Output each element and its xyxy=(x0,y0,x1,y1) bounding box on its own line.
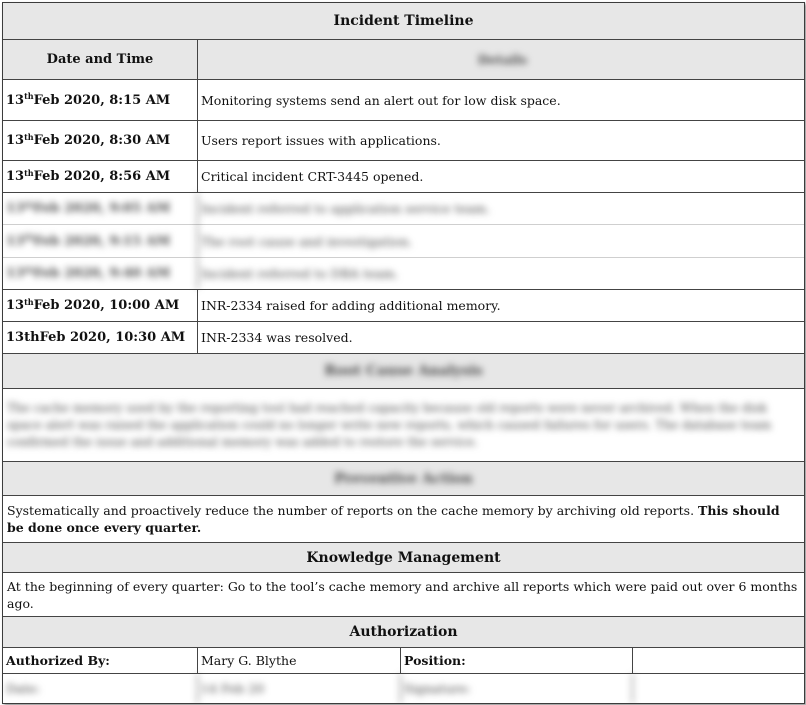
knowledge-text: At the beginning of every quarter: Go to the tool’s cache memory and archive all reports which were paid out over 6 months ago. xyxy=(7,578,798,611)
authorization-title: Authorization xyxy=(349,624,458,640)
row-date-day: 13 xyxy=(6,169,25,184)
signature-row xyxy=(3,674,804,703)
knowledge-header xyxy=(3,543,804,573)
row-date-rest: Feb 2020, 9:05 AM xyxy=(33,201,171,216)
timeline-column-header-row xyxy=(3,40,804,80)
table-row xyxy=(3,225,804,258)
incident-report xyxy=(2,2,805,704)
preventive-text-bold: This should be done once every quarter. xyxy=(7,503,780,535)
row-description-text: Critical incident CRT-3445 opened. xyxy=(201,169,424,184)
row-date xyxy=(3,322,198,353)
row-date-suffix: th xyxy=(24,91,34,101)
row-description-text: Incident referred to DBA team. xyxy=(201,266,399,281)
row-description xyxy=(198,193,804,224)
knowledge-title: Knowledge Management xyxy=(306,549,501,566)
row-description xyxy=(198,258,804,289)
row-description xyxy=(198,80,804,120)
root-cause-text: The cache memory used by the reporting tool had reached capacity because old reports were never archived. When the disk space alert was raised the application could no longer write new reports, which caused failures for users. The database team confirmed the issue and additional memory was added to restore the service. xyxy=(7,400,772,449)
row-date-day: 13 xyxy=(6,233,25,249)
date-label-text: Date: xyxy=(6,681,41,696)
table-row xyxy=(3,121,804,161)
knowledge-body xyxy=(3,573,804,617)
row-date-suffix: th xyxy=(24,131,34,142)
root-cause-title: Root Cause Analysis xyxy=(324,363,483,379)
row-description xyxy=(198,225,804,257)
position-value xyxy=(633,648,804,673)
row-date-day: 13 xyxy=(6,298,25,313)
preventive-title: Preventive Action xyxy=(334,470,473,487)
row-date-rest: Feb 2020, 8:15 AM xyxy=(33,92,171,108)
date-label xyxy=(3,674,198,703)
row-description-text: INR-2334 raised for adding additional memory. xyxy=(201,298,501,313)
row-description-text: Monitoring systems send an alert out for low disk space. xyxy=(201,92,561,108)
preventive-body xyxy=(3,496,804,543)
row-description xyxy=(198,290,804,321)
position-label xyxy=(401,648,633,673)
row-date xyxy=(3,258,198,289)
row-date xyxy=(3,225,198,257)
row-date-day: 13 xyxy=(6,201,25,216)
row-description xyxy=(198,322,804,353)
row-date-suffix: th xyxy=(24,264,34,275)
row-description-text: Users report issues with applications. xyxy=(201,133,441,148)
row-description-text: INR-2334 was resolved. xyxy=(201,330,353,345)
column-header-details xyxy=(198,40,804,79)
row-date-rest: Feb 2020, 10:30 AM xyxy=(39,330,186,345)
authorized-by-label xyxy=(3,648,198,673)
root-cause-body xyxy=(3,389,804,462)
row-date xyxy=(3,161,198,192)
table-row xyxy=(3,161,804,193)
row-description-text: Incident referred to application service team. xyxy=(201,201,491,216)
position-label-text: Position: xyxy=(404,653,466,668)
column-header-date-text: Date and Time xyxy=(46,52,154,67)
row-date-day: 13 xyxy=(6,92,25,108)
authorized-by-value-text: Mary G. Blythe xyxy=(201,653,297,668)
row-date-rest: Feb 2020, 8:30 AM xyxy=(33,133,171,148)
timeline-title xyxy=(3,3,804,40)
row-date xyxy=(3,121,198,160)
row-date-rest: Feb 2020, 9:40 AM xyxy=(33,266,171,281)
signature-value xyxy=(633,674,804,703)
row-date-suffix: th xyxy=(24,199,34,210)
row-date-day: 13th xyxy=(6,330,40,345)
authorized-by-label-text: Authorized By: xyxy=(6,653,110,668)
signature-label xyxy=(401,674,633,703)
date-value xyxy=(198,674,401,703)
authorization-row xyxy=(3,648,804,674)
column-header-details-text: Details xyxy=(477,52,528,67)
row-date-rest: Feb 2020, 9:15 AM xyxy=(33,233,171,249)
row-description xyxy=(198,161,804,192)
signature-label-text: Signature: xyxy=(404,681,471,696)
row-date xyxy=(3,80,198,120)
authorized-by-value xyxy=(198,648,401,673)
table-row xyxy=(3,193,804,225)
table-row xyxy=(3,290,804,322)
row-date-suffix: th xyxy=(24,232,34,242)
table-row xyxy=(3,258,804,290)
row-date-suffix: th xyxy=(24,167,34,178)
preventive-header xyxy=(3,462,804,496)
table-row xyxy=(3,322,804,354)
row-description-text: The root cause and investigation. xyxy=(201,233,413,249)
preventive-text xyxy=(7,502,800,536)
row-date-rest: Feb 2020, 10:00 AM xyxy=(33,298,180,313)
root-cause-header xyxy=(3,354,804,389)
row-date-day: 13 xyxy=(6,133,25,148)
row-description xyxy=(198,121,804,160)
row-date xyxy=(3,290,198,321)
authorization-header xyxy=(3,617,804,648)
row-date xyxy=(3,193,198,224)
table-row xyxy=(3,80,804,121)
timeline-title-text: Incident Timeline xyxy=(333,13,474,29)
row-date-day: 13 xyxy=(6,266,25,281)
row-date-suffix: th xyxy=(24,296,34,307)
row-date-rest: Feb 2020, 8:56 AM xyxy=(33,169,171,184)
preventive-text-plain: Systematically and proactively reduce the number of reports on the cache memory by archiving old reports. xyxy=(7,503,699,518)
date-value-text: 14 Feb 20 xyxy=(201,681,265,696)
column-header-date xyxy=(3,40,198,79)
